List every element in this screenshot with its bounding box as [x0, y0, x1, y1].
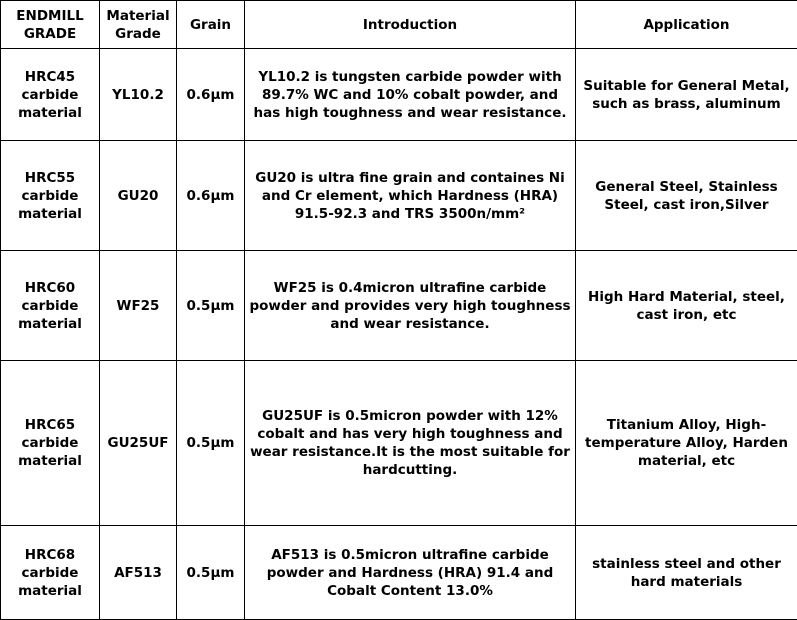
cell-endmill-grade: HRC55 carbide material [1, 141, 100, 251]
cell-application: stainless steel and other hard materials [576, 526, 797, 620]
cell-application: High Hard Material, steel, cast iron, etc [576, 251, 797, 361]
table-row [1, 49, 797, 141]
cell-endmill-grade: HRC65 carbide material [1, 361, 100, 526]
header-application: Application [576, 1, 797, 49]
cell-endmill-grade: HRC68 carbide material [1, 526, 100, 620]
cell-introduction: AF513 is 0.5micron ultrafine carbide powder and Hardness (HRA) 91.4 and Cobalt Content 13.0% [245, 526, 576, 620]
cell-material-grade: GU25UF [100, 361, 177, 526]
header-grain: Grain [177, 1, 245, 49]
cell-introduction: YL10.2 is tungsten carbide powder with 89.7% WC and 10% cobalt powder, and has high toughness and wear resistance. [245, 49, 576, 141]
cell-application: Titanium Alloy, High-temperature Alloy, Harden material, etc [576, 361, 797, 526]
cell-introduction: WF25 is 0.4micron ultrafine carbide powder and provides very high toughness and wear resistance. [245, 251, 576, 361]
cell-grain: 0.5μm [177, 361, 245, 526]
cell-endmill-grade: HRC60 carbide material [1, 251, 100, 361]
table-header-row [1, 1, 797, 49]
cell-application: General Steel, Stainless Steel, cast iron,Silver [576, 141, 797, 251]
cell-introduction: GU20 is ultra fine grain and containes Ni and Cr element, which Hardness (HRA) 91.5-92.3 and TRS 3500n/mm² [245, 141, 576, 251]
cell-introduction: GU25UF is 0.5micron powder with 12% cobalt and has very high toughness and wear resistance.It is the most suitable for hardcutting. [245, 361, 576, 526]
header-material-grade: Material Grade [100, 1, 177, 49]
cell-application: Suitable for General Metal, such as brass, aluminum [576, 49, 797, 141]
header-endmill-grade: ENDMILL GRADE [1, 1, 100, 49]
cell-grain: 0.5μm [177, 526, 245, 620]
table-row [1, 526, 797, 620]
table-row [1, 361, 797, 526]
cell-grain: 0.6μm [177, 141, 245, 251]
header-introduction: Introduction [245, 1, 576, 49]
cell-grain: 0.5μm [177, 251, 245, 361]
cell-material-grade: GU20 [100, 141, 177, 251]
cell-endmill-grade: HRC45 carbide material [1, 49, 100, 141]
cell-material-grade: WF25 [100, 251, 177, 361]
cell-grain: 0.6μm [177, 49, 245, 141]
cell-material-grade: AF513 [100, 526, 177, 620]
table-row [1, 141, 797, 251]
cell-material-grade: YL10.2 [100, 49, 177, 141]
table-row [1, 251, 797, 361]
